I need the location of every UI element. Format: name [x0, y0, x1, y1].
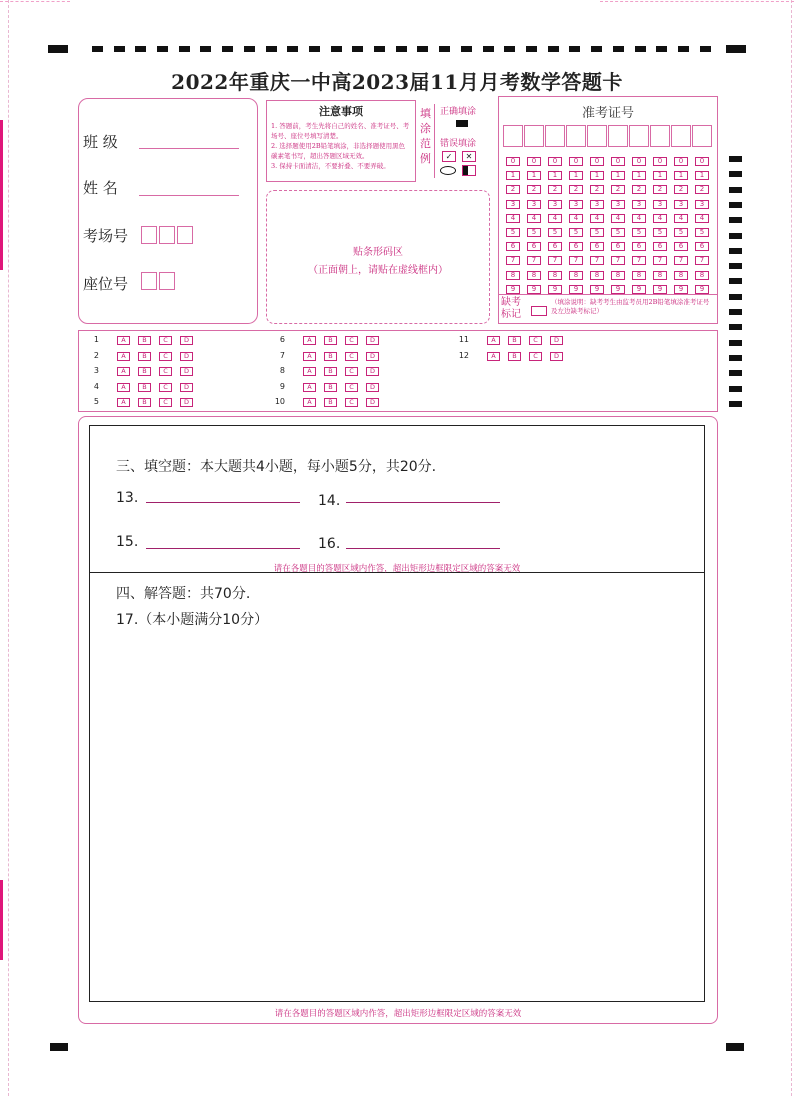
exam-id-bubble[interactable]: 7 [548, 256, 562, 265]
question-number: 1 [93, 335, 99, 344]
barcode-area [266, 190, 490, 324]
left-edge-mark [0, 880, 3, 960]
timing-mark [569, 46, 580, 52]
exam-id-box [498, 96, 718, 324]
answer-bubble[interactable]: C [159, 367, 172, 376]
answer-bubble[interactable]: C [159, 336, 172, 345]
exam-id-bubble[interactable]: 7 [674, 256, 688, 265]
timing-mark [729, 233, 742, 239]
exam-id-bubble[interactable]: 7 [569, 256, 583, 265]
q15-label: 15. [116, 534, 139, 550]
timing-mark [374, 46, 385, 52]
answer-bubble[interactable]: A [303, 367, 316, 376]
timing-mark [461, 46, 472, 52]
answer-bubble[interactable]: C [159, 383, 172, 392]
question-number: 3 [93, 366, 99, 375]
exam-id-bubble[interactable]: 1 [653, 171, 667, 180]
question-number: 8 [279, 366, 285, 375]
timing-mark [266, 46, 277, 52]
q16-label: 16. [318, 536, 341, 552]
timing-mark [200, 46, 211, 52]
answer-area [78, 416, 718, 1024]
exam-id-bubble[interactable]: 3 [506, 200, 520, 209]
left-edge-mark [0, 120, 3, 270]
exam-id-bubble[interactable]: 5 [548, 228, 562, 237]
half-fill-mark-icon [462, 165, 476, 176]
right-dashed-guide [791, 0, 792, 1096]
timing-mark [526, 46, 537, 52]
exam-id-digit-box[interactable] [524, 125, 544, 147]
barcode-subtitle: （正面朝上，请贴在虚线框内） [308, 265, 448, 276]
corner-mark [48, 45, 68, 53]
exam-id-bubble[interactable]: 9 [569, 285, 583, 294]
timing-mark [244, 46, 255, 52]
answer-bubble[interactable]: B [138, 398, 151, 407]
question-number: 4 [93, 381, 99, 391]
exam-id-bubble[interactable]: 6 [548, 242, 562, 251]
exam-id-bubble[interactable]: 2 [569, 185, 583, 194]
answer-bubble[interactable]: A [303, 383, 316, 392]
exam-id-bubble[interactable]: 6 [695, 242, 709, 251]
timing-mark [729, 294, 742, 300]
answer-bubble[interactable]: C [345, 398, 358, 407]
exam-id-bubble[interactable]: 4 [632, 214, 646, 223]
timing-mark [548, 46, 559, 52]
exam-id-bubble[interactable]: 0 [674, 157, 688, 166]
q13-label: 13. [116, 490, 139, 506]
answer-bubble[interactable]: B [324, 367, 337, 376]
fill-in-heading: 三、填空题：本大题共4小题，每小题5分，共20分. [116, 459, 437, 475]
timing-mark [729, 324, 742, 330]
exam-id-bubble[interactable]: 2 [632, 185, 646, 194]
notice-item: 2. 选择题使用2B铅笔填涂，非选择题使用黑色碳素笔书写，超出答题区域无效。 [271, 142, 406, 160]
cross-mark-icon: ✕ [462, 151, 476, 162]
answer-bubble[interactable]: C [345, 336, 358, 345]
exam-id-bubble[interactable]: 8 [653, 271, 667, 280]
correct-fill-mark [456, 120, 468, 127]
answer-bubble[interactable]: C [529, 352, 542, 361]
timing-mark [114, 46, 125, 52]
exam-id-bubble[interactable]: 9 [611, 285, 625, 294]
timing-mark [678, 46, 689, 52]
timing-mark [613, 46, 624, 52]
exam-id-digit-box[interactable] [671, 125, 691, 147]
exam-id-bubble[interactable]: 7 [590, 256, 604, 265]
exam-id-bubble[interactable]: 2 [695, 185, 709, 194]
exam-id-bubble[interactable]: 5 [611, 228, 625, 237]
personal-info-box [78, 98, 258, 324]
timing-mark [396, 46, 407, 52]
room-digit-box[interactable] [177, 226, 193, 244]
answer-bubble[interactable]: C [159, 352, 172, 361]
answer-bubble[interactable]: A [117, 383, 130, 392]
timing-mark [483, 46, 494, 52]
exam-id-bubble[interactable]: 9 [653, 285, 667, 294]
answer-bubble[interactable]: B [138, 367, 151, 376]
exam-id-bubble[interactable]: 2 [653, 185, 667, 194]
answer-bubble[interactable]: A [303, 336, 316, 345]
answer-bubble[interactable]: C [345, 367, 358, 376]
question-number: 5 [93, 397, 99, 406]
exam-id-bubble[interactable]: 4 [653, 214, 667, 223]
question-number: 11 [458, 335, 469, 344]
corner-mark [726, 45, 746, 53]
exam-id-bubble[interactable]: 0 [695, 157, 709, 166]
page-title: 2022年重庆一中高2023届11月月考数学答题卡 [171, 70, 623, 94]
answer-bubble[interactable]: A [487, 336, 500, 345]
exam-id-bubble[interactable]: 5 [590, 228, 604, 237]
exam-id-bubble[interactable]: 6 [527, 242, 541, 251]
fill-in-section [89, 425, 705, 573]
exam-id-bubble[interactable]: 6 [674, 242, 688, 251]
exam-id-bubble[interactable]: 5 [632, 228, 646, 237]
timing-mark [729, 217, 742, 223]
exam-id-bubble[interactable]: 2 [611, 185, 625, 194]
answer-bubble[interactable]: D [366, 398, 379, 407]
answer-bubble[interactable]: D [180, 398, 193, 407]
exam-id-bubble[interactable]: 3 [653, 200, 667, 209]
answer-bubble[interactable]: C [159, 398, 172, 407]
oval-mark-icon [440, 166, 456, 175]
exam-id-bubble[interactable]: 9 [548, 285, 562, 294]
question-number: 9 [279, 381, 285, 391]
exam-id-digit-box[interactable] [503, 125, 523, 147]
exam-id-bubble[interactable]: 9 [695, 285, 709, 294]
timing-mark [729, 309, 742, 315]
timing-mark [729, 248, 742, 254]
answer-bubble[interactable]: D [180, 383, 193, 392]
bottom-warning: 请在各题目的答题区域内作答，超出矩形边框限定区域的答案无效 [274, 1009, 522, 1019]
exam-id-bubble[interactable]: 1 [527, 171, 541, 180]
answer-bubble[interactable]: D [550, 352, 563, 361]
timing-mark [92, 46, 103, 52]
exam-id-bubble[interactable]: 5 [506, 228, 520, 237]
exam-id-bubble[interactable]: 2 [527, 185, 541, 194]
fill-example-box [418, 100, 496, 180]
q15-answer-line[interactable] [146, 548, 300, 549]
answer-bubble[interactable]: A [117, 352, 130, 361]
exam-id-bubble[interactable]: 4 [506, 214, 520, 223]
answer-bubble[interactable]: C [529, 336, 542, 345]
timing-mark [504, 46, 515, 52]
timing-mark [591, 46, 602, 52]
exam-id-bubble[interactable]: 8 [506, 271, 520, 280]
timing-mark [700, 46, 711, 52]
question-number: 7 [279, 350, 285, 360]
exam-id-bubble[interactable]: 0 [632, 157, 646, 166]
timing-mark [331, 46, 342, 52]
exam-id-digit-box[interactable] [650, 125, 670, 147]
exam-id-bubble[interactable]: 4 [674, 214, 688, 223]
timing-mark [417, 46, 428, 52]
fill-in-warning: 请在各题目的答题区域内作答，超出矩形边框限定区域的答案无效 [273, 564, 521, 574]
exam-id-bubble[interactable]: 0 [506, 157, 520, 166]
answer-bubble[interactable]: D [366, 367, 379, 376]
exam-id-bubble[interactable]: 7 [527, 256, 541, 265]
seat-label: 座位号 [83, 275, 129, 293]
exam-id-bubble[interactable]: 9 [674, 285, 688, 294]
exam-id-bubble[interactable]: 6 [653, 242, 667, 251]
answer-bubble[interactable]: B [324, 383, 337, 392]
answer-bubble[interactable]: B [138, 352, 151, 361]
exam-id-bubble[interactable]: 2 [548, 185, 562, 194]
timing-mark [309, 46, 320, 52]
fill-example-label: 填涂范例 [420, 107, 431, 165]
exam-id-bubble[interactable]: 7 [611, 256, 625, 265]
exam-id-bubble[interactable]: 9 [632, 285, 646, 294]
exam-id-bubble[interactable]: 6 [569, 242, 583, 251]
timing-mark [729, 156, 742, 162]
exam-id-bubble[interactable]: 1 [611, 171, 625, 180]
exam-id-bubble[interactable]: 3 [590, 200, 604, 209]
check-mark-icon: ✓ [442, 151, 456, 162]
exam-id-digit-box[interactable] [629, 125, 649, 147]
exam-id-bubble[interactable]: 4 [590, 214, 604, 223]
exam-id-bubble[interactable]: 8 [527, 271, 541, 280]
answer-bubble[interactable]: D [180, 352, 193, 361]
answer-bubble[interactable]: C [345, 352, 358, 361]
left-dashed-guide [8, 0, 9, 1096]
exam-id-bubble[interactable]: 1 [506, 171, 520, 180]
answer-bubble[interactable]: D [366, 352, 379, 361]
timing-mark [729, 263, 742, 269]
exam-id-bubble[interactable]: 0 [569, 157, 583, 166]
exam-id-bubble[interactable]: 9 [527, 285, 541, 294]
answer-bubble[interactable]: B [324, 398, 337, 407]
answer-bubble[interactable]: B [138, 383, 151, 392]
timing-mark [729, 370, 742, 376]
exam-id-bubble[interactable]: 1 [569, 171, 583, 180]
timing-mark [729, 340, 742, 346]
exam-id-bubble[interactable]: 8 [548, 271, 562, 280]
exam-id-bubble[interactable]: 3 [632, 200, 646, 209]
exam-id-bubble[interactable]: 3 [527, 200, 541, 209]
answer-bubble[interactable]: C [345, 383, 358, 392]
class-label: 班 级 [83, 133, 118, 151]
answer-bubble[interactable]: D [366, 383, 379, 392]
exam-id-bubble[interactable]: 1 [674, 171, 688, 180]
q13-answer-line[interactable] [146, 502, 300, 503]
answer-bubble[interactable]: A [303, 398, 316, 407]
timing-mark [157, 46, 168, 52]
exam-id-bubble[interactable]: 5 [695, 228, 709, 237]
exam-id-title: 准考证号 [581, 106, 634, 121]
exam-id-bubble[interactable]: 5 [674, 228, 688, 237]
solve-section[interactable] [89, 571, 705, 1002]
exam-id-bubble[interactable]: 8 [695, 271, 709, 280]
absent-label: 缺考标记 [501, 297, 521, 320]
answer-bubble[interactable]: B [508, 352, 521, 361]
answer-bubble[interactable]: D [366, 336, 379, 345]
question-number: 6 [279, 335, 285, 344]
exam-id-bubble[interactable]: 4 [548, 214, 562, 223]
notice-item: 1. 答题前，考生先将自己的姓名、准考证号、考场号、座位号填写清楚。 [271, 122, 410, 140]
exam-id-bubble[interactable]: 0 [590, 157, 604, 166]
name-label: 姓 名 [83, 179, 118, 197]
exam-id-bubble[interactable]: 5 [569, 228, 583, 237]
answer-bubble[interactable]: A [487, 352, 500, 361]
exam-id-bubble[interactable]: 7 [695, 256, 709, 265]
answer-bubble[interactable]: A [117, 398, 130, 407]
timing-mark [729, 386, 742, 392]
exam-id-bubble[interactable]: 9 [506, 285, 520, 294]
timing-mark [635, 46, 646, 52]
corner-mark [726, 1043, 744, 1051]
exam-id-bubble[interactable]: 8 [674, 271, 688, 280]
exam-id-bubble[interactable]: 8 [632, 271, 646, 280]
exam-id-bubble[interactable]: 0 [653, 157, 667, 166]
exam-id-bubble[interactable]: 5 [653, 228, 667, 237]
answer-bubble[interactable]: A [117, 336, 130, 345]
seat-digit-box[interactable] [159, 272, 175, 290]
exam-id-bubble[interactable]: 8 [569, 271, 583, 280]
room-label: 考场号 [83, 227, 129, 245]
exam-id-bubble[interactable]: 6 [632, 242, 646, 251]
exam-id-bubble[interactable]: 1 [632, 171, 646, 180]
exam-id-bubble[interactable]: 1 [590, 171, 604, 180]
timing-mark [135, 46, 146, 52]
mcq-box [78, 330, 718, 412]
timing-mark [729, 355, 742, 361]
answer-bubble[interactable]: B [324, 352, 337, 361]
exam-id-bubble[interactable]: 2 [506, 185, 520, 194]
room-digit-box[interactable] [159, 226, 175, 244]
exam-id-bubble[interactable]: 3 [611, 200, 625, 209]
timing-mark [287, 46, 298, 52]
notice-item: 3. 保持卡面清洁，不要折叠、不要弄破。 [271, 162, 390, 170]
solve-heading: 四、解答题：共70分. [116, 586, 251, 602]
absent-bubble[interactable] [531, 306, 547, 316]
exam-id-digit-box[interactable] [545, 125, 565, 147]
exam-id-bubble[interactable]: 3 [548, 200, 562, 209]
q17-label: 17.（本小题满分10分） [116, 612, 269, 628]
exam-id-bubble[interactable]: 2 [590, 185, 604, 194]
exam-id-bubble[interactable]: 1 [695, 171, 709, 180]
room-digit-box[interactable] [141, 226, 157, 244]
exam-id-bubble[interactable]: 6 [611, 242, 625, 251]
exam-id-bubble[interactable]: 0 [527, 157, 541, 166]
timing-mark [656, 46, 667, 52]
question-number: 2 [93, 350, 99, 360]
timing-mark [729, 401, 742, 407]
exam-id-bubble[interactable]: 8 [590, 271, 604, 280]
barcode-title: 贴条形码区 [353, 247, 403, 258]
question-number: 12 [458, 350, 469, 360]
exam-id-digit-box[interactable] [692, 125, 712, 147]
exam-id-bubble[interactable]: 3 [674, 200, 688, 209]
exam-id-digit-box[interactable] [566, 125, 586, 147]
name-field[interactable] [139, 195, 239, 196]
exam-id-bubble[interactable]: 1 [548, 171, 562, 180]
exam-id-bubble[interactable]: 6 [590, 242, 604, 251]
exam-id-bubble[interactable]: 0 [611, 157, 625, 166]
exam-id-bubble[interactable]: 3 [695, 200, 709, 209]
answer-bubble[interactable]: B [508, 336, 521, 345]
answer-bubble[interactable]: B [138, 336, 151, 345]
seat-digit-box[interactable] [141, 272, 157, 290]
exam-id-bubble[interactable]: 7 [653, 256, 667, 265]
timing-mark [729, 278, 742, 284]
exam-id-bubble[interactable]: 5 [527, 228, 541, 237]
exam-id-bubble[interactable]: 9 [590, 285, 604, 294]
question-number: 10 [274, 397, 285, 406]
q16-answer-line[interactable] [346, 548, 500, 549]
notice-box [266, 100, 416, 182]
answer-bubble[interactable]: B [324, 336, 337, 345]
corner-mark [50, 1043, 68, 1051]
exam-id-bubble[interactable]: 8 [611, 271, 625, 280]
class-field[interactable] [139, 148, 239, 149]
answer-bubble[interactable]: A [303, 352, 316, 361]
exam-id-digit-box[interactable] [608, 125, 628, 147]
timing-mark [439, 46, 450, 52]
answer-bubble[interactable]: A [117, 367, 130, 376]
top-dashed-guide [0, 1, 70, 2]
timing-mark [222, 46, 233, 52]
answer-bubble[interactable]: D [550, 336, 563, 345]
absent-note: （填涂说明：缺考考生由监考员用2B铅笔填涂准考证号及左边缺考标记） [551, 298, 710, 315]
exam-id-bubble[interactable]: 7 [632, 256, 646, 265]
answer-bubble[interactable]: D [180, 367, 193, 376]
q14-label: 14. [318, 493, 341, 509]
exam-id-bubble[interactable]: 6 [506, 242, 520, 251]
timing-mark [729, 202, 742, 208]
top-dashed-guide [600, 1, 794, 2]
answer-bubble[interactable]: D [180, 336, 193, 345]
exam-id-bubble[interactable]: 0 [548, 157, 562, 166]
exam-id-bubble[interactable]: 4 [611, 214, 625, 223]
wrong-fill-label: 错误填涂 [440, 139, 477, 149]
q14-answer-line[interactable] [346, 502, 500, 503]
exam-id-bubble[interactable]: 3 [569, 200, 583, 209]
correct-fill-label: 正确填涂 [440, 107, 477, 117]
timing-mark [179, 46, 190, 52]
exam-id-digit-box[interactable] [587, 125, 607, 147]
exam-id-bubble[interactable]: 4 [695, 214, 709, 223]
timing-mark [729, 171, 742, 177]
notice-title: 注意事项 [319, 105, 363, 118]
timing-mark [729, 187, 742, 193]
timing-mark [352, 46, 363, 52]
exam-id-bubble[interactable]: 2 [674, 185, 688, 194]
exam-id-bubble[interactable]: 7 [506, 256, 520, 265]
exam-id-bubble[interactable]: 4 [527, 214, 541, 223]
exam-id-bubble[interactable]: 4 [569, 214, 583, 223]
